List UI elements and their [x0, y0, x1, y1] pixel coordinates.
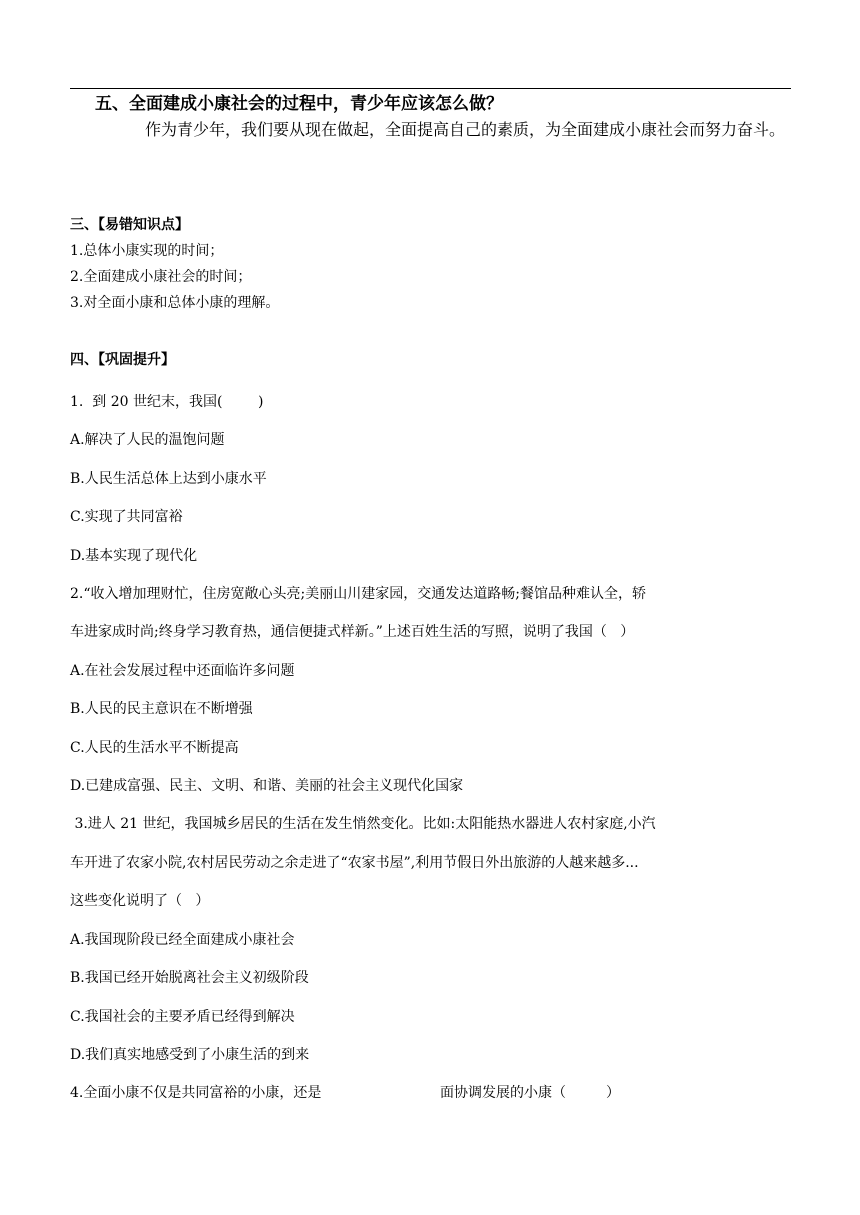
question-2-stem-line-2: 车进家成时尚;终身学习教育热，通信便捷式样新。”上述百姓生活的写照，说明了我国（ ） — [70, 624, 635, 641]
question-1-stem: 1. 到 20 世纪末，我国( ) — [70, 394, 264, 410]
section-five-body: 作为青少年，我们要从现在做起，全面提高自己的素质，为全面建成小康社会而努力奋斗。 — [145, 120, 786, 139]
question-2-option-d: D.已建成富强、民主、文明、和谐、美丽的社会主义现代化国家 — [70, 778, 464, 795]
question-2 — [70, 575, 795, 805]
question-3-option-d: D.我们真实地感受到了小康生活的到来 — [70, 1046, 310, 1063]
question-3-stem-line-3: 这些变化说明了（ ） — [70, 893, 210, 910]
consolidate-section — [70, 350, 795, 1113]
section-five-title: 五、全面建成小康社会的过程中，青少年应该怎么做？ — [95, 94, 503, 114]
mistake-item-3: 3.对全面小康和总体小康的理解。 — [70, 295, 280, 311]
mistake-item-2: 2.全面建成小康社会的时间； — [70, 269, 252, 285]
mistakes-heading: 三、【易错知识点】 — [70, 217, 189, 233]
question-3-option-c: C.我国社会的主要矛盾已经得到解决 — [70, 1008, 295, 1025]
question-1-option-c: C.实现了共同富裕 — [70, 509, 183, 526]
question-3-stem-line-2: 车开进了农家小院,农村居民劳动之余走进了“农家书屋”,利用节假日外出旅游的人越来越多... — [70, 854, 639, 871]
header-divider-line — [70, 88, 791, 89]
mistake-item-1: 1.总体小康实现的时间； — [70, 243, 224, 259]
question-1-option-b: B.人民生活总体上达到小康水平 — [70, 470, 267, 487]
question-1-option-d: D.基本实现了现代化 — [70, 547, 198, 564]
mistakes-section — [70, 215, 795, 316]
question-2-option-c: C.人民的生活水平不断提高 — [70, 739, 239, 756]
question-3-option-b: B.我国已经开始脱离社会主义初级阶段 — [70, 970, 309, 987]
question-1-option-a: A.解决了人民的温饱问题 — [70, 432, 225, 449]
consolidate-heading: 四、【巩固提升】 — [70, 352, 175, 368]
question-4-stem-part-1: 4.全面小康不仅是共同富裕的小康，还是 — [70, 1085, 322, 1102]
question-3-option-a: A.我国现阶段已经全面建成小康社会 — [70, 931, 295, 948]
question-3 — [70, 805, 795, 1074]
question-2-option-a: A.在社会发展过程中还面临许多问题 — [70, 662, 295, 679]
question-3-stem-line-1: 3.进人 21 世纪，我国城乡居民的生活在发生悄然变化。比如:太阳能热水器进人农村家庭,小汽 — [70, 816, 656, 833]
question-1 — [70, 383, 795, 575]
question-4 — [70, 1074, 795, 1112]
question-4-stem-part-2: 面协调发展的小康（ ） — [440, 1085, 621, 1102]
question-2-stem-line-1: 2.“收入增加理财忙，住房宽敞心头亮;美丽山川建家园，交通发达道路畅;餐馆品种难认全，轿 — [70, 586, 646, 603]
question-2-option-b: B.人民的民主意识在不断增强 — [70, 701, 253, 718]
